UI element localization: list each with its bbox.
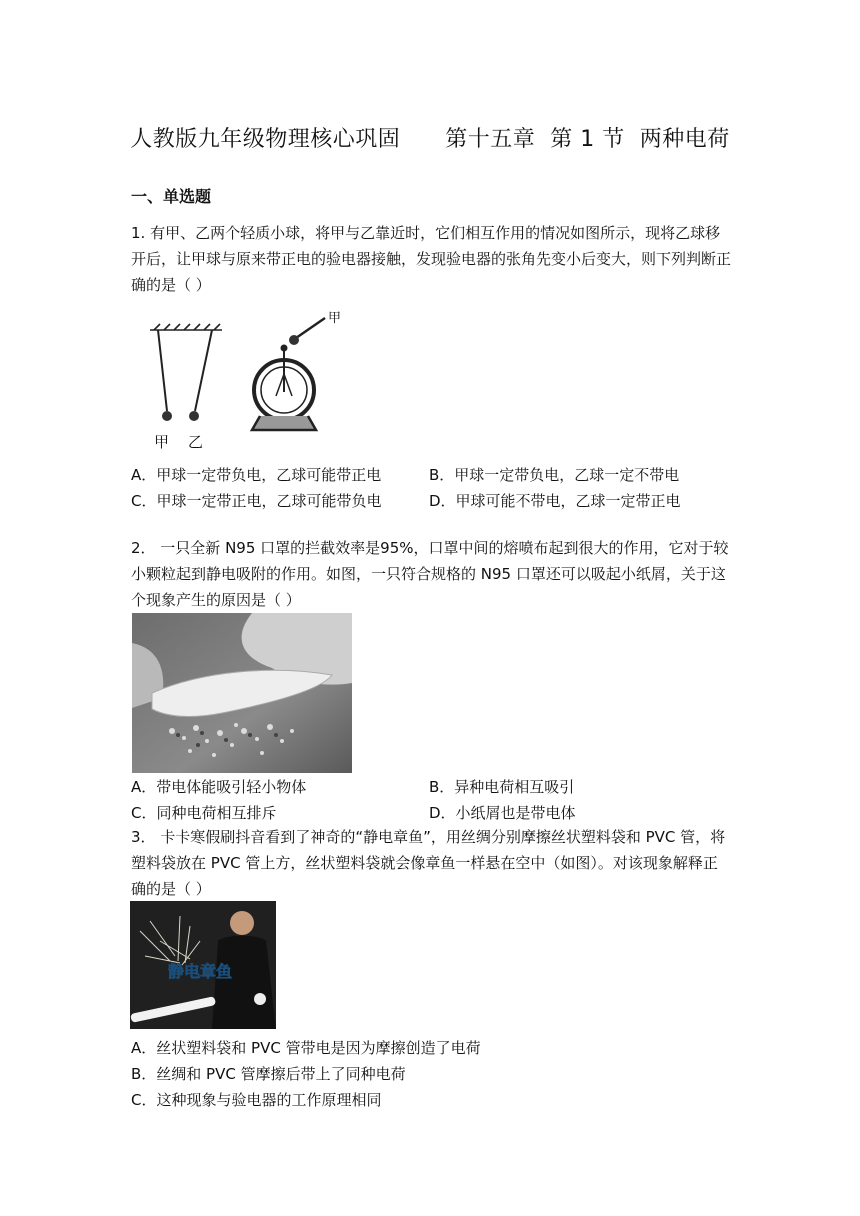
question-1-option-c[interactable]: C．甲球一定带正电，乙球可能带负电 xyxy=(131,492,382,510)
question-2-option-c[interactable]: C．同种电荷相互排斥 xyxy=(131,804,277,822)
thread-jia xyxy=(158,330,167,411)
question-1-option-a[interactable]: A．甲球一定带负电，乙球可能带正电 xyxy=(131,466,382,484)
question-3-option-b[interactable]: B．丝绸和 PVC 管摩擦后带上了同种电荷 xyxy=(131,1065,406,1083)
section-heading: 一、单选题 xyxy=(131,187,212,206)
person-head xyxy=(230,911,254,935)
ceiling-hatch xyxy=(150,324,222,330)
question-2-option-b[interactable]: B．异种电荷相互吸引 xyxy=(429,778,575,796)
label-yi: 乙 xyxy=(188,433,204,451)
question-2-photo xyxy=(132,613,352,773)
question-2-option-d[interactable]: D．小纸屑也是带电体 xyxy=(429,804,576,822)
electroscope xyxy=(252,345,316,430)
ball-jia-probe xyxy=(289,335,299,345)
person-body xyxy=(212,936,276,1029)
question-3-option-c[interactable]: C．这种现象与验电器的工作原理相同 xyxy=(131,1091,382,1109)
question-1-figure xyxy=(140,308,350,460)
insulating-rod xyxy=(296,318,325,338)
thread-yi xyxy=(195,330,212,411)
question-3-option-a[interactable]: A．丝状塑料袋和 PVC 管带电是因为摩擦创造了电荷 xyxy=(131,1039,481,1057)
ball-jia xyxy=(162,411,172,421)
label-jia: 甲 xyxy=(154,433,170,451)
question-3-photo xyxy=(130,901,276,1029)
caption-text: 静电章鱼 xyxy=(168,962,233,981)
page-title: 人教版九年级物理核心巩固 第十五章 第 1 节 两种电荷 xyxy=(130,127,730,152)
question-3-stem: 3． 卡卡寒假刷抖音看到了神奇的“静电章鱼”，用丝绸分别摩擦丝状塑料袋和 PVC 管，将塑料袋放在 PVC 管上方，丝状塑料袋就会像章鱼一样悬在空中（如图）。对该现象解释正确的是（ ） xyxy=(131,828,726,898)
question-1-stem: 1. 有甲、乙两个轻质小球，将甲与乙靠近时，它们相互作用的情况如图所示，现将乙球移开后，让甲球与原来带正电的验电器接触，发现验电器的张角先变小后变大，则下列判断正确的是（ ） xyxy=(131,224,732,294)
question-2-option-a[interactable]: A．带电体能吸引轻小物体 xyxy=(131,778,307,796)
label-jia-probe: 甲 xyxy=(328,311,342,326)
ball-yi xyxy=(189,411,199,421)
question-1-option-d[interactable]: D．甲球可能不带电，乙球一定带正电 xyxy=(429,492,681,510)
question-2-stem: 2． 一只全新 N95 口罩的拦截效率是95%，口罩中间的熔喷布起到很大的作用，它对于较小颗粒起到静电吸附的作用。如图，一只符合规格的 N95 口罩还可以吸起小纸屑，关于这个现象产生的原因是（ ） xyxy=(131,539,729,609)
question-1-option-b[interactable]: B．甲球一定带负电，乙球一定不带电 xyxy=(429,466,680,484)
